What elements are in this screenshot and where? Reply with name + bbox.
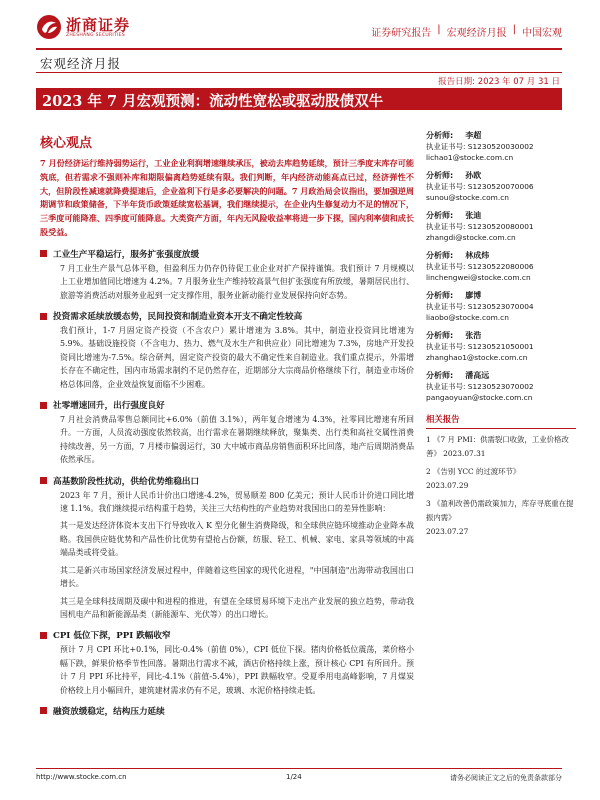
analyst-email[interactable]: pangaoyuan@stocke.com.cn xyxy=(426,393,533,402)
section-exports xyxy=(36,475,418,622)
bullet-square-icon xyxy=(40,313,47,320)
analyst-cert: 执业证书号: S1230520030002 xyxy=(426,142,534,151)
nav-separator: | xyxy=(437,24,441,35)
analyst-email[interactable]: linchengwei@stocke.com.cn xyxy=(426,273,531,282)
related-report-title[interactable]: 1 《7 月 PMI：供需裂口收敛，工业价格改善》 xyxy=(426,435,569,458)
related-report-title[interactable]: 2 《告别 YCC 的过渡环节》 xyxy=(426,467,521,476)
related-report-date: 2023.07.29 xyxy=(426,481,469,490)
section-paragraph: 预计 7 月 CPI 环比+0.1%，同比-0.4%（前值 0%），CPI 低位下探。猪肉价格低位震荡，菜价格小幅下跌，鲜果价格季节性回落。暑期出行需求不减，酒店价格持续上涨，预计核心 CPI 有所回升。预计 7 月 PPI 环比持平，同比-4.1%（前值-5.4%），PPI 跌幅收窄。受夏季用电高峰影响，7 月煤炭价格较上月小幅回升，建筑建材需求仍有不足，玻璃、水泥价格持续走低。 xyxy=(60,645,414,695)
subheader-divider xyxy=(36,72,562,73)
section-heading: 社零增速回升，出行强度良好 xyxy=(53,401,165,412)
analyst-email[interactable]: zhangdi@stocke.com.cn xyxy=(426,233,516,242)
title-banner xyxy=(36,88,562,110)
analyst-cert: 执业证书号: S1230521050001 xyxy=(426,342,534,351)
analyst-role: 分析师: xyxy=(426,331,454,340)
nav-item-monthly: 宏观经济月报 xyxy=(446,28,507,39)
analyst-email[interactable]: lichao1@stocke.com.cn xyxy=(426,153,514,162)
section-heading: CPI 低位下探，PPI 跌幅收窄 xyxy=(53,631,171,642)
analyst-card xyxy=(426,330,576,363)
section-paragraph: 我们预计，1-7 月固定资产投资（不含农户）累计增速为 3.8%。其中，制造业投资同比增速为 5.9%。基础设施投资（不含电力、热力、燃气及水生产和供应业）同比增速为 7.3%，房地产开发投资同比增速为-7.5%。综合研判，固定资产投资的最大不确定性来自制造业。我们重点提示，外需增长存在不确定性，国内市场需求制约不足仍然存在，近期部分大宗商品价格继续下行，制造业市场价格总体回落，企业效益恢复面临不少困难。 xyxy=(60,326,414,389)
bullet-square-icon xyxy=(40,477,47,484)
summary-paragraph: 7 月份经济运行维持弱势运行，工业企业利润增速继续承压，被动去库趋势延续，预计三季度末库存可能筑底，但若需求不强则补库和期限偏离趋势延续有限。我们判断，年内经济动能高点已过，经济弹性不大，但阶段性减速就降费提速后，企业盈利下行是多必要解决的问题。7 月政治局会议指出，要加强逆周期调节和政策储备，下半年货币政策延续宽松基调，我们继续提示，在企业内生修复动力不足的情况下，三季度可能降准、四季度可能降息。大类资产方面，年内无风险收益率将进一步下探，国内利率债和成长股受益。 xyxy=(40,158,414,237)
report-type: 宏观经济月报 xyxy=(40,56,122,71)
bullet-square-icon xyxy=(40,250,47,257)
bullet-square-icon xyxy=(40,402,47,409)
footer-url[interactable]: http://www.stocke.com.cn xyxy=(36,773,127,781)
nav-item-china-macro: 中国宏观 xyxy=(522,28,562,39)
analyst-role: 分析师: xyxy=(426,371,454,380)
bullet-square-icon xyxy=(40,707,47,714)
page-number: 1/24 xyxy=(286,773,302,781)
related-report-title[interactable]: 3 《盈利改善仍需政策加力，库存寻底重在提振内需》 xyxy=(426,499,574,522)
bullet-square-icon xyxy=(40,632,47,639)
analyst-email[interactable]: zhanghao1@stocke.com.cn xyxy=(426,353,528,362)
section-financing xyxy=(36,705,418,717)
analyst-cert: 执业证书号: S1230523070002 xyxy=(426,382,534,391)
footer-disclaimer-note: 请务必阅读正文之后的免责条款部分 xyxy=(450,774,562,782)
section-paragraph: 其二是新兴市场国家经济发展过程中，伴随着这些国家的现代化进程，"中国制造"出海带动我国出口增长。 xyxy=(60,565,414,589)
analyst-card xyxy=(426,370,576,403)
analyst-name: 潘高远 xyxy=(465,371,490,380)
brand-logo-icon xyxy=(36,14,62,40)
main-content xyxy=(36,132,418,719)
section-paragraph: 7 月社会消费品零售总额同比+6.0%（前值 3.1%），两年复合增速为 4.3%，社零同比增速有所回升。一方面，人员流动强度依然较高，出行需求在暑期继续释放，聚集类、出行类和高社交属性消费持续改善，另一方面，7 月楼市偏弱运行，30 大中城市商品房销售面积环比回落，地产后周期消费品依然承压。 xyxy=(60,415,414,465)
section-paragraph: 其三是全球科技周期及碳中和进程的推进，有望在全球贸易环境下走出产业发展的独立趋势，带动我国机电产品和新能源品类（新能源车、光伏等）的出口增长。 xyxy=(60,596,414,619)
analyst-role: 分析师: xyxy=(426,171,454,180)
analyst-role: 分析师: xyxy=(426,251,454,260)
analyst-name: 孙欧 xyxy=(465,171,482,180)
nav-item-research: 证券研究报告 xyxy=(371,28,432,39)
analyst-card xyxy=(426,130,576,163)
analyst-card xyxy=(426,290,576,323)
related-report-item[interactable] xyxy=(426,497,576,539)
section-heading: 工业生产平稳运行，服务扩张强度放缓 xyxy=(53,249,200,260)
report-date: 报告日期: 2023 年 07 月 31 日 xyxy=(438,77,560,87)
analyst-cert: 执业证书号: S1230520070006 xyxy=(426,182,534,191)
section-paragraph: 2023 年 7 月，预计人民币计价出口增速-4.2%，贸易顺差 800 亿美元；预计人民币计价进口同比增速 1.1%。我们继续提示结构重于趋势，关注三大结构性的产业趋势对我国出口的差异性影响： xyxy=(60,490,414,514)
page-title: 2023 年 7 月宏观预测：流动性宽松或驱动股债双牛 xyxy=(42,93,384,110)
analyst-name: 林成炜 xyxy=(465,251,490,260)
related-report-item[interactable] xyxy=(426,465,576,493)
related-report-date: 2023.07.31 xyxy=(443,449,486,458)
brand-name: 浙商证券 xyxy=(66,16,131,34)
section-paragraph: 7 月工业生产景气总体平稳，但盈利压力仍存仍待促工业企业对扩产保持谨慎。我们预计 7 月规模以上工业增加值同比增速为 4.2%。7 月服务业生产维持较高景气但扩张强度有所放缓，暑期居民出行、旅游等消费活动对服务业起到一定支撑作用，服务业新动能行业发展保持向好态势。 xyxy=(60,263,414,300)
section-consumption xyxy=(36,399,418,467)
analyst-role: 分析师: xyxy=(426,131,454,140)
analyst-email[interactable]: liaobo@stocke.com.cn xyxy=(426,313,509,322)
analyst-cert: 执业证书号: S1230520080001 xyxy=(426,222,534,231)
analyst-cert: 执业证书号: S1230523070004 xyxy=(426,302,534,311)
header-breadcrumb xyxy=(371,24,562,39)
analyst-name: 廖博 xyxy=(465,291,482,300)
section-investment xyxy=(36,310,418,391)
analyst-cert: 执业证书号: S1230522080006 xyxy=(426,262,534,271)
brand-logo xyxy=(36,12,156,46)
section-heading: 投资需求延续放缓态势，民间投资和制造业资本开支不确定性较高 xyxy=(53,312,303,322)
analyst-role: 分析师: xyxy=(426,211,454,220)
brand-name-en: ZHESHANG SECURITIES xyxy=(66,33,125,38)
analyst-role: 分析师: xyxy=(426,291,454,300)
sidebar xyxy=(426,130,576,539)
analyst-name: 李超 xyxy=(465,131,482,140)
footer-divider xyxy=(36,768,562,769)
section-heading: 高基数阶段性扰动，供给优势维稳出口 xyxy=(53,476,200,487)
section-heading: 融资放缓稳定，结构压力延续 xyxy=(53,706,165,717)
nav-separator: | xyxy=(512,24,516,35)
section-prices xyxy=(36,629,418,697)
analyst-card xyxy=(426,210,576,243)
analyst-name: 张迪 xyxy=(465,211,482,220)
related-reports-heading: 相关报告 xyxy=(426,413,576,429)
related-report-date: 2023.07.27 xyxy=(426,527,469,536)
analyst-card xyxy=(426,170,576,203)
analyst-name: 张浩 xyxy=(465,331,482,340)
related-report-item[interactable] xyxy=(426,433,576,461)
core-heading: 核心观点 xyxy=(40,136,93,151)
analyst-email[interactable]: sunou@stocke.com.cn xyxy=(426,193,509,202)
header-divider xyxy=(36,48,562,50)
section-industry xyxy=(36,248,418,302)
section-paragraph: 其一是发达经济体资本支出下行导致收入 K 型分化催生消费降级，和全球供应链环境推动企业降本战略。我国供应链优势和产品性价比优势有望抢占份额，纺服、轻工、机械、家电、家具等领域的中高端品类或将受益。 xyxy=(60,521,414,558)
analyst-card xyxy=(426,250,576,283)
